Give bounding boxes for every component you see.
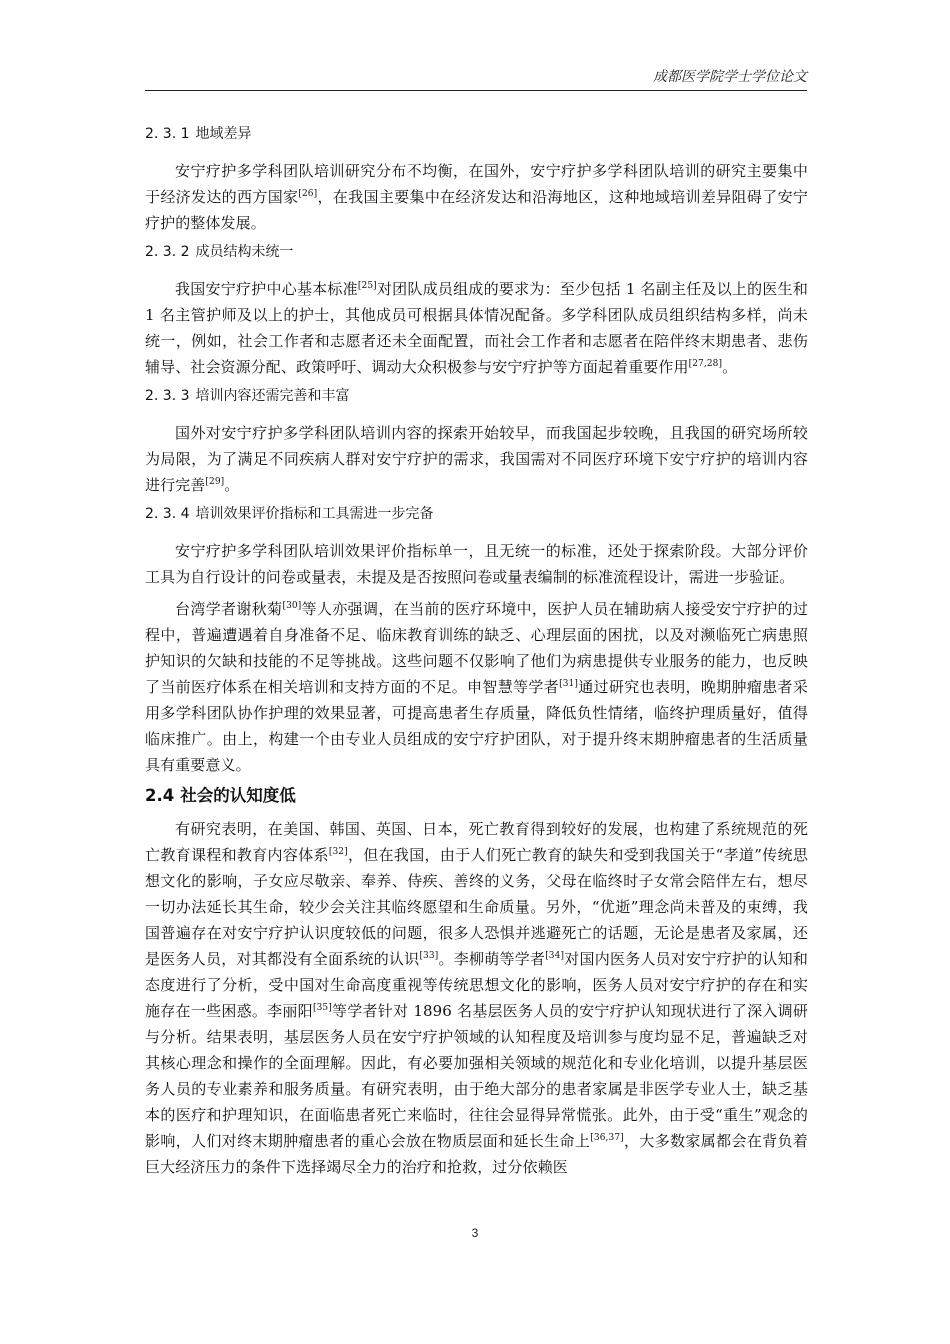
- heading-title: 培训内容还需完善和丰富: [195, 388, 350, 404]
- heading-number: 2. 3. 1: [145, 126, 190, 142]
- heading-title: 成员结构未统一: [195, 244, 294, 260]
- paragraph: [145, 596, 808, 778]
- paragraph-text: 。: [224, 476, 240, 494]
- paragraph-text: 。: [722, 358, 738, 376]
- paragraph-text: 等人亦强调，在当前的医疗环境中，医护人员在辅助病人接受安宁疗护的过程中，普遍遭遇着自身准备不足、临床教育训练的缺乏、心理层面的困扰，以及对濒临死亡病患照护知识的欠缺和技能的不足等挑战。这些问题不仅影响了他们为病患提供专业服务的能力，也反映了当前医疗体系在相关培训和支持方面的不足。申智慧等学者: [145, 600, 809, 696]
- citation-ref: [25]: [357, 281, 377, 291]
- heading-title: 培训效果评价指标和工具需进一步完备: [195, 506, 434, 522]
- paragraph: [145, 158, 808, 236]
- citation-ref: [33]: [419, 951, 439, 961]
- paragraph-text: 等学者针对 1896 名基层医务人员的安宁疗护认知现状进行了深入调研与分析。结果表明，基层医务人员在安宁疗护领域的认知程度及培训参与度均显不足，普遍缺乏对其核心理念和操作的全面理解。因此，有必要加强相关领域的规范化和专业化培训，以提升基层医务人员的专业素养和服务质量。有研究表明，由于绝大部分的患者家属是非医学专业人士，缺乏基本的医疗和护理知识，在面临患者死亡来临时，往往会显得异常慌张。此外，由于受“重生”观念的影响，人们对终末期肿瘤患者的重心会放在物质层面和延长生命上: [145, 1002, 808, 1150]
- paragraph-text: 对国内医务人员对安宁疗护的认知和态度进行了分析，受中国对生命高度重视等传统思想文化的影响，医务人员对安宁疗护的存在和实施存在一些困惑。李丽阳: [145, 950, 808, 1020]
- citation-ref: [29]: [205, 477, 225, 487]
- citation-ref: [34]: [545, 951, 565, 961]
- subsection-heading: [145, 242, 808, 262]
- paragraph-text: 有研究表明，在美国、韩国、英国、日本，死亡教育得到较好的发展，也构建了系统规范的死亡教育课程和教育内容体系: [145, 820, 808, 864]
- paragraph-text: 对团队成员组成的要求为：至少包括 1 名副主任及以上的医生和 1 名主管护师及以上的护士，其他成员可根据具体情况配备。多学科团队成员组织结构多样，尚未统一，例如，社会工作者和志愿者还未全面配置，而社会工作者和志愿者在陪伴终末期患者、悲伤辅导、社会资源分配、政策呼吁、调动大众积极参与安宁疗护等方面起着重要作用: [145, 280, 809, 376]
- paragraph-text: 国外对安宁疗护多学科团队培训内容的探索开始较早，而我国起步较晚，且我国的研究场所较为局限，为了满足不同疾病人群对安宁疗护的需求，我国需对不同医疗环境下安宁疗护的培训内容进行完善: [145, 424, 808, 494]
- subsection-heading: [145, 504, 808, 524]
- citation-ref: [31]: [559, 679, 578, 689]
- citation-ref: [27,28]: [688, 359, 723, 369]
- paragraph: [145, 276, 808, 380]
- heading-title: 社会的认知度低: [180, 786, 296, 805]
- paragraph: [145, 538, 808, 590]
- paragraph-text: 安宁疗护多学科团队培训效果评价指标单一，且无统一的标准，还处于探索阶段。大部分评价工具为自行设计的问卷或量表，未提及是否按照问卷或量表编制的标准流程设计，需进一步验证。: [145, 542, 808, 586]
- paragraph-text: 台湾学者谢秋菊: [175, 600, 283, 618]
- paragraph: [145, 816, 808, 1180]
- paragraph-text: 。李柳萌等学者: [438, 950, 546, 968]
- heading-title: 地域差异: [195, 126, 252, 142]
- paragraph-text: ，大多数家属都会在背负着巨大经济压力的条件下选择竭尽全力的治疗和抢救，过分依赖医: [145, 1132, 809, 1176]
- running-header: 成都医学院学士学位论文: [145, 66, 807, 91]
- heading-number: 2. 3. 4: [145, 506, 190, 522]
- page-number: 3: [471, 1226, 479, 1240]
- citation-ref: [30]: [282, 601, 302, 611]
- paragraph: [145, 420, 808, 498]
- paragraph-text: ，在我国主要集中在经济发达和沿海地区，这种地域培训差异阻碍了安宁疗护的整体发展。: [145, 188, 809, 232]
- paragraph-text: 通过研究也表明，晚期肿瘤患者采用多学科团队协作护理的效果显著，可提高患者生存质量，降低负性情绪，临终护理质量好，值得临床推广。由上，构建一个由专业人员组成的安宁疗护团队，对于提升终末期肿瘤患者的生活质量具有重要意义。: [145, 678, 808, 774]
- paragraph-text: 安宁疗护多学科团队培训研究分布不均衡，在国外，安宁疗护多学科团队培训的研究主要集中于经济发达的西方国家: [145, 162, 808, 206]
- heading-number: 2. 3. 2: [145, 244, 190, 260]
- section-heading: [145, 784, 808, 808]
- heading-number: 2. 3. 3: [145, 388, 190, 404]
- subsection-heading: [145, 386, 808, 406]
- citation-ref: [36,37]: [590, 1133, 624, 1143]
- page-content: [145, 124, 808, 1186]
- subsection-heading: [145, 124, 808, 144]
- paragraph-text: ，但在我国，由于人们死亡教育的缺失和受到我国关于“孝道”传统思想文化的影响，子女应尽敬亲、奉养、侍疾、善终的义务，父母在临终时子女常会陪伴左右，想尽一切办法延长其生命，较少会关注其临终愿望和生命质量。另外，“优逝”理念尚未普及的束缚，我国普遍存在对安宁疗护认识度较低的问题，很多人恐惧并逃避死亡的话题，无论是患者及家属，还是医务人员，对其都没有全面系统的认识: [145, 846, 808, 968]
- citation-ref: [26]: [298, 189, 318, 199]
- citation-ref: [35]: [312, 1003, 332, 1013]
- citation-ref: [32]: [328, 847, 348, 857]
- paragraph-text: 我国安宁疗护中心基本标准: [175, 280, 358, 298]
- heading-number: 2.4: [145, 786, 175, 805]
